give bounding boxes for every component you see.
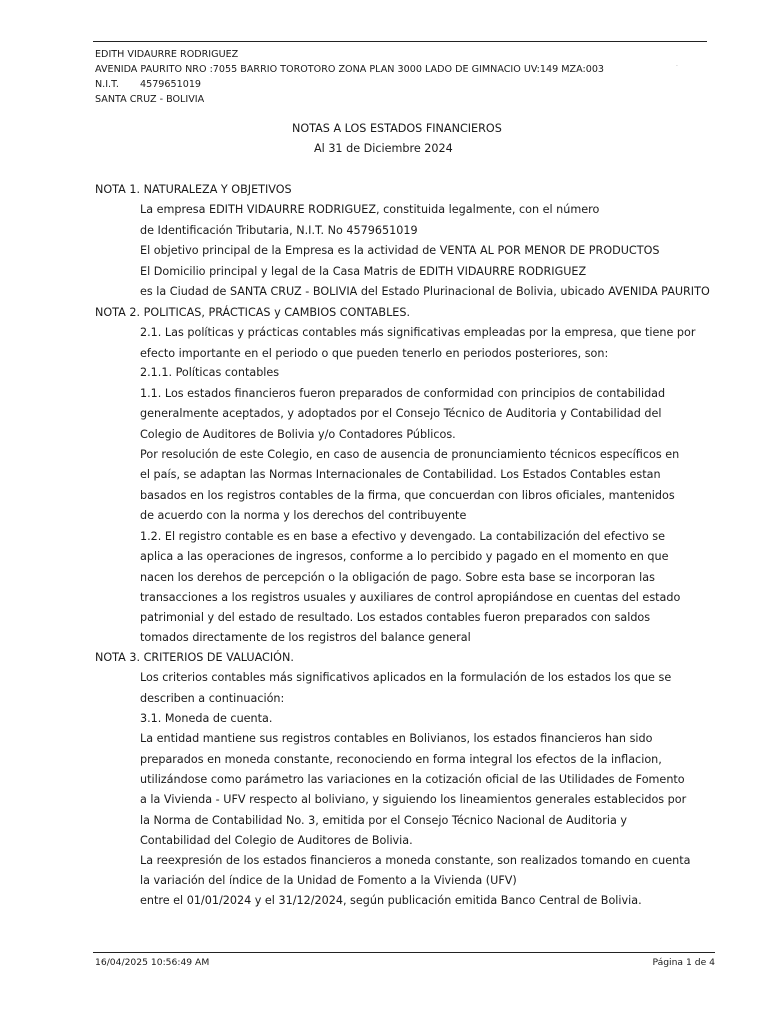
company-address: AVENIDA PAURITO NRO :7055 BARRIO TOROTORO ZONA PLAN 3000 LADO DE GIMNACIO UV:149 MZA:003	[95, 64, 605, 75]
document-title: NOTAS A LOS ESTADOS FINANCIEROS	[292, 122, 502, 135]
body-line: Contabilidad del Colegio de Auditores de Bolivia.	[140, 834, 413, 847]
body-line: el país, se adaptan las Normas Internacionales de Contabilidad. Los Estados Contables estan	[140, 468, 661, 481]
body-line: aplica a las operaciones de ingresos, conforme a lo percibido y pagado en el momento en que	[140, 550, 669, 563]
body-line: es la Ciudad de SANTA CRUZ - BOLIVIA del Estado Plurinacional de Bolivia, ubicado AVENIDA PAURITO	[140, 285, 710, 298]
nit-value: 4579651019	[140, 79, 202, 90]
print-timestamp: 16/04/2025 10:56:49 AM	[95, 957, 210, 968]
body-line: Los criterios contables más significativos aplicados en la formulación de los estados los que se	[140, 671, 672, 684]
body-line: describen a continuación:	[140, 692, 285, 705]
body-line: entre el 01/01/2024 y el 31/12/2024, según publicación emitida Banco Central de Bolivia.	[140, 894, 642, 907]
company-nit	[95, 77, 604, 92]
bottom-rule	[93, 952, 715, 953]
body-line: a la Vivienda - UFV respecto al boliviano, y siguiendo los lineamientos generales establecidos por	[140, 793, 687, 806]
body-line: la variación del índice de la Unidad de Fomento a la Vivienda (UFV)	[140, 874, 517, 887]
body-line: El objetivo principal de la Empresa es la actividad de VENTA AL POR MENOR DE PRODUCTOS	[140, 244, 660, 257]
body-line: La empresa EDITH VIDAURRE RODRIGUEZ, constituida legalmente, con el número	[140, 203, 600, 216]
body-line: transacciones a los registros usuales y auxiliares de control apropiándose en cuentas del estado	[140, 591, 681, 604]
body-line: generalmente aceptados, y adoptados por el Consejo Técnico de Auditoria y Contabilidad del	[140, 407, 662, 420]
body-line: La reexpresión de los estados financieros a moneda constante, son realizados tomando en cuenta	[140, 854, 691, 867]
top-rule	[93, 41, 707, 42]
body-line: 3.1. Moneda de cuenta.	[140, 712, 273, 725]
note-3-heading: NOTA 3. CRITERIOS DE VALUACIÓN.	[95, 651, 294, 664]
body-line: El Domicilio principal y legal de la Casa Matris de EDITH VIDAURRE RODRIGUEZ	[140, 265, 587, 278]
body-line: Colegio de Auditores de Bolivia y/o Contadores Públicos.	[140, 428, 456, 441]
note-2-heading: NOTA 2. POLITICAS, PRÁCTICAS y CAMBIOS CONTABLES.	[95, 306, 411, 319]
page-number: Página 1 de 4	[652, 957, 715, 968]
body-line: la Norma de Contabilidad No. 3, emitida por el Consejo Técnico Nacional de Auditoria y	[140, 814, 628, 827]
body-line: tomados directamente de los registros del balance general	[140, 631, 471, 644]
body-line: efecto importante en el periodo o que pueden tenerlo en periodos posteriores, son:	[140, 347, 609, 360]
body-line: La entidad mantiene sus registros contables en Bolivianos, los estados financieros han sido	[140, 732, 653, 745]
body-line: 1.1. Los estados financieros fueron preparados de conformidad con principios de contabilidad	[140, 387, 666, 400]
body-line: de acuerdo con la norma y los derechos del contribuyente	[140, 509, 467, 522]
company-header	[95, 47, 604, 107]
body-line: preparados en moneda constante, reconociendo en forma integral los efectos de la inflacion,	[140, 753, 662, 766]
body-line: 2.1.1. Políticas contables	[140, 366, 280, 379]
document-subtitle: Al 31 de Diciembre 2024	[314, 142, 453, 155]
corner-mark: ·	[676, 63, 678, 70]
company-name: EDITH VIDAURRE RODRIGUEZ	[95, 49, 239, 60]
body-line: utilizándose como parámetro las variaciones en la cotización oficial de las Utilidades de Fomento	[140, 773, 685, 786]
nit-label: N.I.T.	[95, 79, 119, 90]
body-line: de Identificación Tributaria, N.I.T. No 4579651019	[140, 224, 418, 237]
body-line: Por resolución de este Colegio, en caso de ausencia de pronunciamiento técnicos específicos en	[140, 448, 680, 461]
company-city: SANTA CRUZ - BOLIVIA	[95, 94, 205, 105]
body-line: 2.1. Las políticas y prácticas contables más significativas empleadas por la empresa, que tiene por	[140, 326, 696, 339]
body-line: patrimonial y del estado de resultado. Los estados contables fueron preparados con saldos	[140, 611, 651, 624]
note-1-heading: NOTA 1. NATURALEZA Y OBJETIVOS	[95, 183, 292, 196]
body-line: 1.2. El registro contable es en base a efectivo y devengado. La contabilización del efectivo se	[140, 530, 666, 543]
body-line: basados en los registros contables de la firma, que concuerdan con libros oficiales, mantenidos	[140, 489, 675, 502]
body-line: nacen los derehos de percepción o la obligación de pago. Sobre esta base se incorporan las	[140, 571, 655, 584]
